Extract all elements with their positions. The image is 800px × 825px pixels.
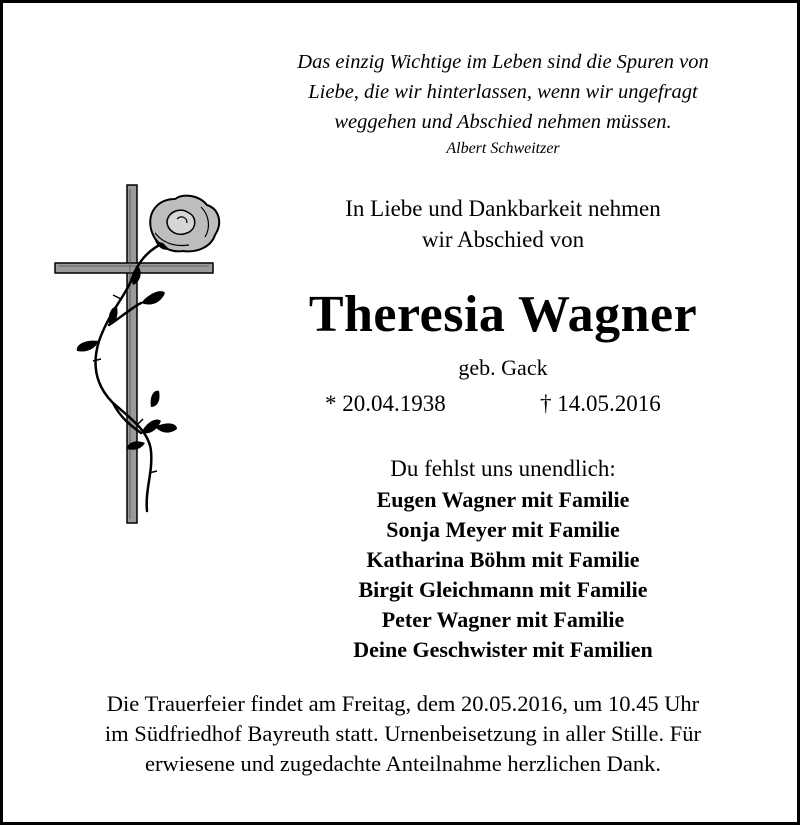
missed-line: Du fehlst uns unendlich: (390, 456, 616, 481)
quote (163, 47, 800, 137)
quote-line: Das einzig Wichtige im Leben sind die Spuren von (297, 51, 709, 73)
thorns-icon (93, 295, 157, 473)
service-line: erwiesene und zugedachte Anteilnahme herzlichen Dank. (144, 751, 662, 776)
service-line: im Südfriedhof Bayreuth statt. Urnenbeisetzung in aller Stille. Für (104, 721, 702, 746)
quote-line: Liebe, die wir hinterlassen, wenn wir ungefragt (308, 81, 698, 103)
mourner: Deine Geschwister mit Familien (353, 637, 653, 662)
funeral-service-info (13, 689, 793, 779)
mourners-list (163, 485, 800, 665)
mourner: Peter Wagner mit Familie (381, 607, 625, 632)
intro-line: In Liebe und Dankbarkeit nehmen (345, 196, 661, 221)
service-line: Die Trauerfeier findet am Freitag, dem 20.05.2016, um 10.45 Uhr (106, 691, 700, 716)
maiden-name: geb. Gack (458, 355, 548, 380)
quote-line: weggehen und Abschied nehmen müssen. (334, 111, 672, 133)
mourner: Birgit Gleichmann mit Familie (358, 577, 648, 602)
farewell-intro (163, 193, 800, 255)
mourner: Katharina Böhm mit Familie (366, 547, 640, 572)
birth-date: * 20.04.1938 (325, 391, 446, 416)
mourner: Eugen Wagner mit Familie (376, 487, 630, 512)
death-date: † 14.05.2016 (540, 391, 661, 416)
mourner: Sonja Meyer mit Familie (386, 517, 620, 542)
deceased-name: Theresia Wagner (308, 286, 698, 343)
quote-author: Albert Schweitzer (446, 140, 560, 157)
intro-line: wir Abschied von (421, 227, 585, 252)
